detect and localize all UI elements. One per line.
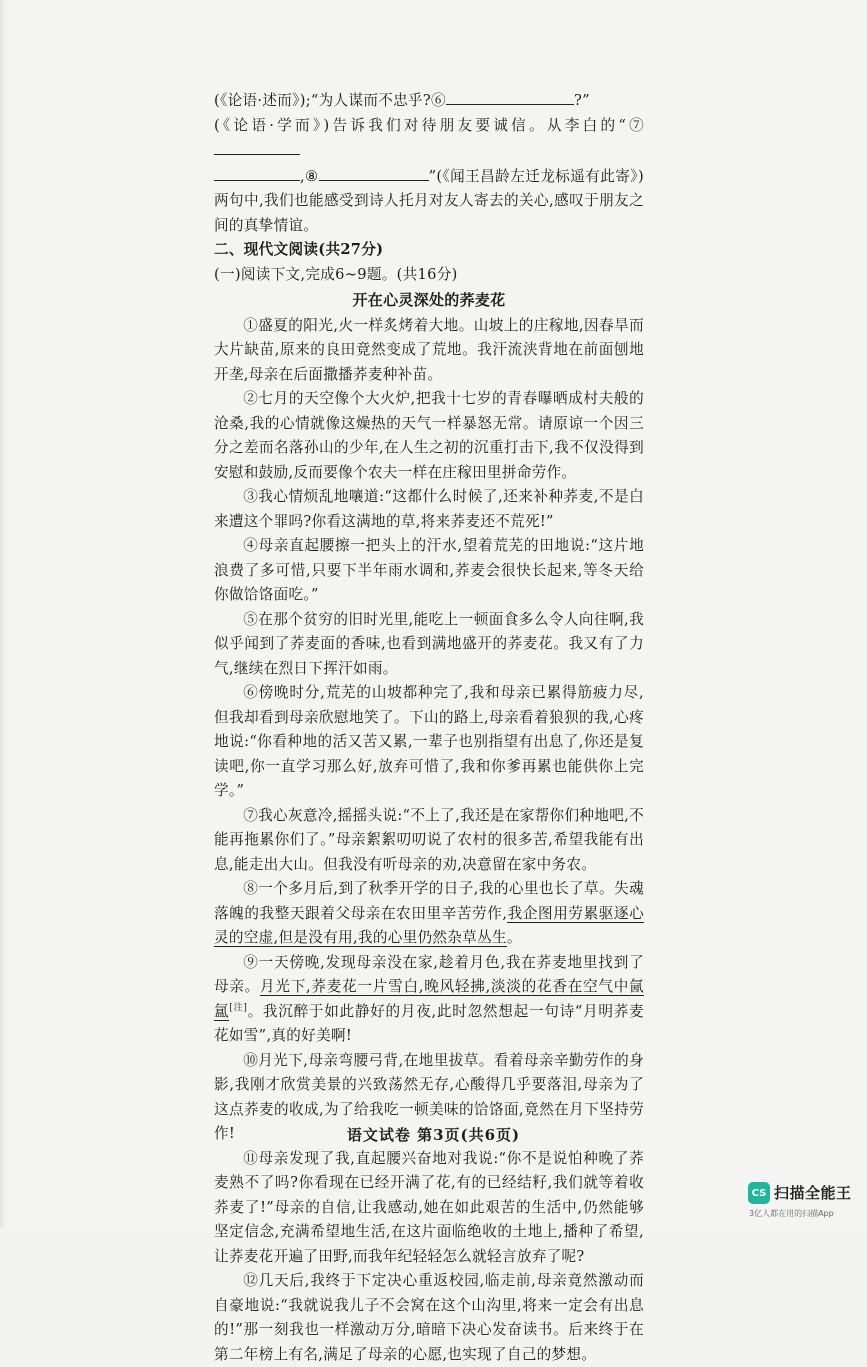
answer-blank-6[interactable] — [446, 88, 574, 105]
paragraph-4: ④母亲直起腰擦一把头上的汗水,望着荒芜的田地说:“这片地浪费了多可惜,只要下半年雨水调和,荞麦会很快长起来,等冬天给你做饸饹面吃。” — [214, 537, 644, 603]
paragraph-12: ⑫几天后,我终于下定决心重返校园,临走前,母亲竟然激动而自豪地说:“我就说我儿子不会窝在这个山沟里,将来一定会有出息的!”那一刻我也一样激动万分,暗暗下决心发奋读书。后来终于在第二年榜上有名,满足了母亲的心愿,也实现了自己的梦想。 — [214, 1272, 644, 1363]
article-title: 开在心灵深处的荞麦花 — [352, 291, 506, 309]
underlined-sentence-9: 月光下,荞麦花一片雪白,晚风轻拂,淡淡的花香在空气中氤氲 — [214, 978, 644, 1020]
answer-blank-8[interactable] — [319, 164, 429, 181]
footnote-marker: [注] — [229, 1002, 248, 1013]
scanner-watermark — [744, 1179, 864, 1225]
answer-blank-7[interactable] — [214, 138, 300, 155]
paragraph-11: ⑪母亲发现了我,直起腰兴奋地对我说:“你不是说怕种晚了荞麦熟不了吗?你看现在已经开满了花,有的已经结籽,我们就等着收荞麦了!”母亲的自信,让我感动,她在如此艰苦的生活中,仍然能够坚定信念,充满希望地生活,在这片面临绝收的土地上,播种了希望,让荞麦花开遍了田野,而我年纪轻轻怎么就轻言放弃了呢? — [214, 1149, 644, 1265]
fill-blank-line-1: (《论语·述而》);“为人谋而不忠乎?⑥ ?” — [214, 88, 644, 114]
fill-blank-line-3: ,⑧ ”(《闻王昌龄左迁龙标遥有此寄》)两句中,我们也能感受到诗人托月对友人寄去的关心,感叹于朋友之间的真挚情谊。 — [214, 164, 644, 239]
exam-content — [214, 88, 644, 1367]
page-footer: 语文试卷 第3页(共6页) — [346, 1126, 521, 1144]
paragraph-7: ⑦我心灰意冷,摇摇头说:“不上了,我还是在家帮你们种地吧,不能再拖累你们了。”母亲絮絮叨叨说了农村的很多苦,希望我能有出息,能走出大山。但我没有听母亲的劝,决意留在家中务农。 — [214, 806, 644, 873]
paragraph-3: ③我心情烦乱地嚷道:“这都什么时候了,还来补种荞麦,不是白来遭这个罪吗?你看这满地的草,将来荞麦还不荒死!” — [214, 488, 644, 530]
watermark-tagline: 3亿人都在用的扫描App — [749, 1209, 834, 1218]
paragraph-8: ⑧一个多月后,到了秋季开学的日子,我的心里也长了草。失魂落魄的我整天跟着父母亲在农田里辛苦劳作,我企图用劳累驱逐心灵的空虚,但是没有用,我的心里仍然杂草丛生。 — [214, 880, 645, 946]
paragraph-2: ②七月的天空像个大火炉,把我十七岁的青春曝晒成村夫般的沧桑,我的心情就像这燥热的天气一样暴怒无常。请原谅一个因三分之差而名落孙山的少年,在人生之初的沉重打击下,我不仅没得到安慰和鼓励,反而要像个农夫一样在庄稼田里拼命劳作。 — [214, 390, 644, 481]
paragraph-9: ⑨一天傍晚,发现母亲没在家,趁着月色,我在荞麦地里找到了母亲。月光下,荞麦花一片雪白,晚风轻拂,淡淡的花香在空气中氤氲[注]。我沉醉于如此静好的月夜,此时忽然想起一句诗“月明荞麦花如雪”,真的好美啊! — [214, 953, 644, 1044]
fill-blank-line-2: (《论语·学而》)告诉我们对待朋友要诚信。从李白的“⑦ — [214, 114, 644, 164]
sub-heading: (一)阅读下文,完成6~9题。(共16分) — [214, 265, 458, 283]
camscanner-logo-icon: CS — [748, 1182, 770, 1204]
paragraph-1: ①盛夏的阳光,火一样炙烤着大地。山坡上的庄稼地,因春旱而大片缺苗,原来的良田竟然变成了荒地。我汗流浃背地在前面刨地开垄,母亲在后面撒播荞麦种补苗。 — [214, 316, 644, 383]
watermark-app-name: 扫描全能王 — [774, 1184, 852, 1202]
answer-blank-7-cont[interactable] — [214, 164, 300, 181]
section-heading: 二、现代文阅读(共27分) — [214, 241, 384, 258]
underlined-sentence-8: 我企图用劳累驱逐心灵的空虚,但是没有用,我的心里仍然杂草丛生 — [214, 904, 645, 946]
paragraph-10: ⑩月光下,母亲弯腰弓背,在地里拔草。看着母亲辛勤劳作的身影,我刚才欣赏美景的兴致荡然无存,心酸得几乎要落泪,母亲为了这点荞麦的收成,为了给我吃一顿美味的饸饹面,竟然在月下坚持劳作! — [214, 1051, 644, 1142]
paragraph-6: ⑥傍晚时分,荒芜的山坡都种完了,我和母亲已累得筋疲力尽,但我却看到母亲欣慰地笑了。下山的路上,母亲看着狼狈的我,心疼地说:“你看种地的活又苦又累,一辈子也别指望有出息了,你还是复读吧,你一直学习那么好,放弃可惜了,我和你爹再累也能供你上完学。” — [214, 684, 644, 799]
scan-edge-shadow — [0, 0, 6, 1227]
paragraph-5: ⑤在那个贫穷的旧时光里,能吃上一顿面食多么令人向往啊,我似乎闻到了荞麦面的香味,也看到满地盛开的荞麦花。我又有了力气,继续在烈日下挥汗如雨。 — [214, 610, 644, 677]
